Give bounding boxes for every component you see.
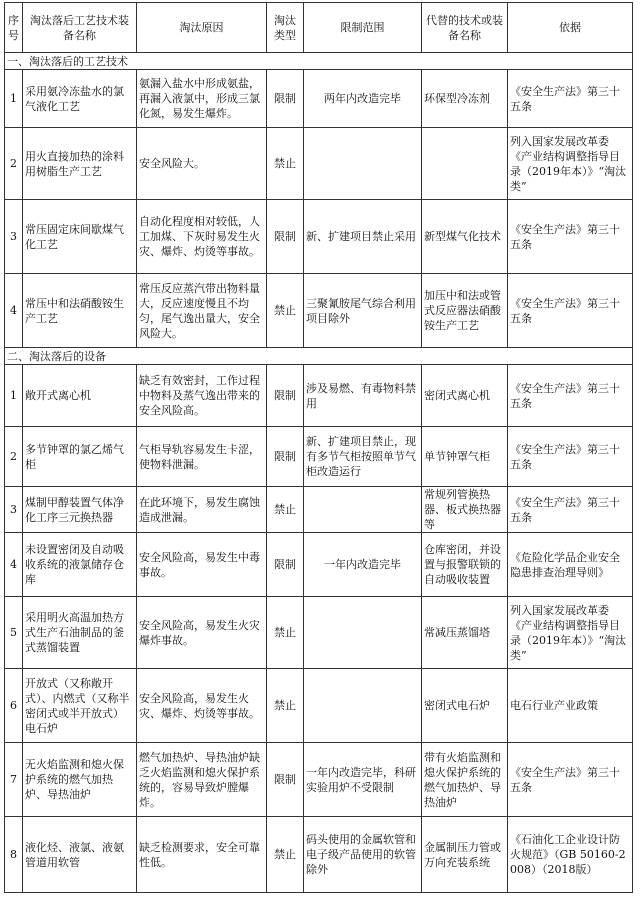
cell-scope	[304, 487, 422, 533]
cell-item: 敞开式离心机	[23, 365, 137, 427]
cell-alt	[422, 128, 508, 200]
cell-type: 禁止	[267, 128, 304, 200]
cell-no: 2	[5, 128, 23, 200]
cell-reason: 常压反应蒸汽带出物料量大，反应速度慢且不均匀，尾气逸出量大，安全风险大。	[137, 274, 267, 348]
table-row	[5, 365, 633, 427]
table-row	[5, 200, 633, 274]
table-row	[5, 743, 633, 817]
cell-type: 禁止	[267, 817, 304, 893]
cell-no: 4	[5, 533, 23, 597]
cell-scope: 涉及易燃、有毒物料禁用	[304, 365, 422, 427]
table-row	[5, 427, 633, 487]
cell-type: 禁止	[267, 597, 304, 669]
cell-reason: 安全风险高，易发生火灾、爆炸、灼烫等事故。	[137, 669, 267, 743]
header-type: 淘汰类型	[267, 3, 304, 53]
cell-basis: 列入国家发展改革委《产业结构调整指导目录（2019年本）》“淘汰类”	[508, 128, 633, 200]
cell-alt: 带有火焰监测和熄火保护系统的燃气加热炉、导热油炉	[422, 743, 508, 817]
cell-reason: 在此环境下，易发生腐蚀造成泄漏。	[137, 487, 267, 533]
cell-alt: 加压中和法或管式反应器法硝酸铵生产工艺	[422, 274, 508, 348]
table-row	[5, 817, 633, 893]
cell-no: 1	[5, 365, 23, 427]
section-title: 二、淘汰落后的设备	[5, 348, 633, 365]
cell-item: 开放式（又称敞开式）、内燃式（又称半密闭式或半开放式）电石炉	[23, 669, 137, 743]
cell-scope: 两年内改造完毕	[304, 70, 422, 128]
cell-no: 6	[5, 669, 23, 743]
cell-scope	[304, 128, 422, 200]
cell-item: 液化烃、液氯、液氨管道用软管	[23, 817, 137, 893]
table-header-row	[5, 3, 633, 53]
header-alt: 代替的技术或装备名称	[422, 3, 508, 53]
cell-type: 限制	[267, 365, 304, 427]
cell-reason: 安全风险高，易发生中毒事故。	[137, 533, 267, 597]
cell-scope	[304, 597, 422, 669]
cell-no: 7	[5, 743, 23, 817]
elimination-table	[4, 2, 633, 893]
cell-alt: 常规列管换热器、板式换热器等	[422, 487, 508, 533]
cell-no: 3	[5, 200, 23, 274]
cell-item: 无火焰监测和熄火保护系统的燃气加热炉、导热油炉	[23, 743, 137, 817]
cell-type: 限制	[267, 200, 304, 274]
cell-type: 禁止	[267, 487, 304, 533]
cell-reason: 气柜导轨容易发生卡涩，使物料泄漏。	[137, 427, 267, 487]
cell-item: 常压固定床间歇煤气化工艺	[23, 200, 137, 274]
cell-basis: 《安全生产法》第三十五条	[508, 487, 633, 533]
table-row	[5, 487, 633, 533]
cell-alt: 密闭式电石炉	[422, 669, 508, 743]
cell-item: 采用氨冷冻盐水的氯气液化工艺	[23, 70, 137, 128]
cell-item: 多节钟罩的氯乙烯气柜	[23, 427, 137, 487]
cell-alt: 环保型冷冻剂	[422, 70, 508, 128]
header-reason: 淘汰原因	[137, 3, 267, 53]
cell-alt: 密闭式离心机	[422, 365, 508, 427]
cell-item: 用火直接加热的涂料用树脂生产工艺	[23, 128, 137, 200]
cell-no: 5	[5, 597, 23, 669]
cell-type: 限制	[267, 70, 304, 128]
cell-reason: 安全风险高，易发生火灾爆炸事故。	[137, 597, 267, 669]
header-scope: 限制范围	[304, 3, 422, 53]
cell-type: 限制	[267, 427, 304, 487]
cell-basis: 《安全生产法》第三十五条	[508, 743, 633, 817]
header-no: 序号	[5, 3, 23, 53]
cell-basis: 《安全生产法》第三十五条	[508, 200, 633, 274]
cell-type: 限制	[267, 533, 304, 597]
cell-scope: 一年内改造完毕	[304, 533, 422, 597]
cell-scope: 一年内改造完毕，科研实验用炉不受限制	[304, 743, 422, 817]
table-row	[5, 274, 633, 348]
header-item: 淘汰落后工艺技术装备名称	[23, 3, 137, 53]
cell-scope: 新、扩建项目禁止采用	[304, 200, 422, 274]
cell-basis: 《危险化学品企业安全隐患排查治理导则》	[508, 533, 633, 597]
cell-item: 常压中和法硝酸铵生产工艺	[23, 274, 137, 348]
section-heading-row	[5, 348, 633, 365]
cell-item: 采用明火高温加热方式生产石油制品的釜式蒸馏装置	[23, 597, 137, 669]
cell-basis: 《安全生产法》第三十五条	[508, 274, 633, 348]
cell-scope: 码头使用的金属软管和电子级产品使用的软管除外	[304, 817, 422, 893]
header-basis: 依据	[508, 3, 633, 53]
table-row	[5, 128, 633, 200]
cell-alt: 常减压蒸馏塔	[422, 597, 508, 669]
cell-alt: 新型煤气化技术	[422, 200, 508, 274]
cell-no: 2	[5, 427, 23, 487]
cell-no: 3	[5, 487, 23, 533]
cell-scope	[304, 669, 422, 743]
cell-basis: 《安全生产法》第三十五条	[508, 427, 633, 487]
cell-no: 1	[5, 70, 23, 128]
cell-basis: 《安全生产法》第三十五条	[508, 70, 633, 128]
cell-basis: 电石行业产业政策	[508, 669, 633, 743]
cell-scope: 新、扩建项目禁止，现有多节气柜按照单节气柜改造运行	[304, 427, 422, 487]
cell-type: 限制	[267, 743, 304, 817]
table-row	[5, 70, 633, 128]
cell-reason: 安全风险大。	[137, 128, 267, 200]
table-row	[5, 533, 633, 597]
cell-no: 4	[5, 274, 23, 348]
cell-item: 煤制甲醇装置气体净化工序三元换热器	[23, 487, 137, 533]
cell-reason: 氨漏入盐水中形成氨盐，再漏入液氯中，形成三氯化氮，易发生爆炸。	[137, 70, 267, 128]
cell-alt: 仓库密闭，并设置与报警联锁的自动吸收装置	[422, 533, 508, 597]
cell-basis: 《石油化工企业设计防火规范》（GB 50160-2008）（2018版）	[508, 817, 633, 893]
cell-basis: 列入国家发展改革委《产业结构调整指导目录（2019年本）》“淘汰类”	[508, 597, 633, 669]
cell-reason: 缺乏检测要求，安全可靠性低。	[137, 817, 267, 893]
cell-alt: 单节钟罩气柜	[422, 427, 508, 487]
cell-reason: 燃气加热炉、导热油炉缺乏火焰监测和熄火保护系统的，容易导致炉膛爆炸。	[137, 743, 267, 817]
cell-no: 8	[5, 817, 23, 893]
cell-item: 未设置密闭及自动吸收系统的液氯储存仓库	[23, 533, 137, 597]
cell-type: 禁止	[267, 669, 304, 743]
cell-alt: 金属制压力管或万向充装系统	[422, 817, 508, 893]
cell-reason: 自动化程度相对较低，人工加煤、下灰时易发生火灾、爆炸、灼烫等事故。	[137, 200, 267, 274]
cell-type: 禁止	[267, 274, 304, 348]
cell-scope: 三聚氰胺尾气综合利用项目除外	[304, 274, 422, 348]
table-row	[5, 669, 633, 743]
section-heading-row	[5, 53, 633, 70]
section-title: 一、淘汰落后的工艺技术	[5, 53, 633, 70]
table-row	[5, 597, 633, 669]
document-page	[4, 2, 633, 893]
cell-reason: 缺乏有效密封，工作过程中物料及蒸气逸出带来的安全风险高。	[137, 365, 267, 427]
cell-basis: 《安全生产法》第三十五条	[508, 365, 633, 427]
